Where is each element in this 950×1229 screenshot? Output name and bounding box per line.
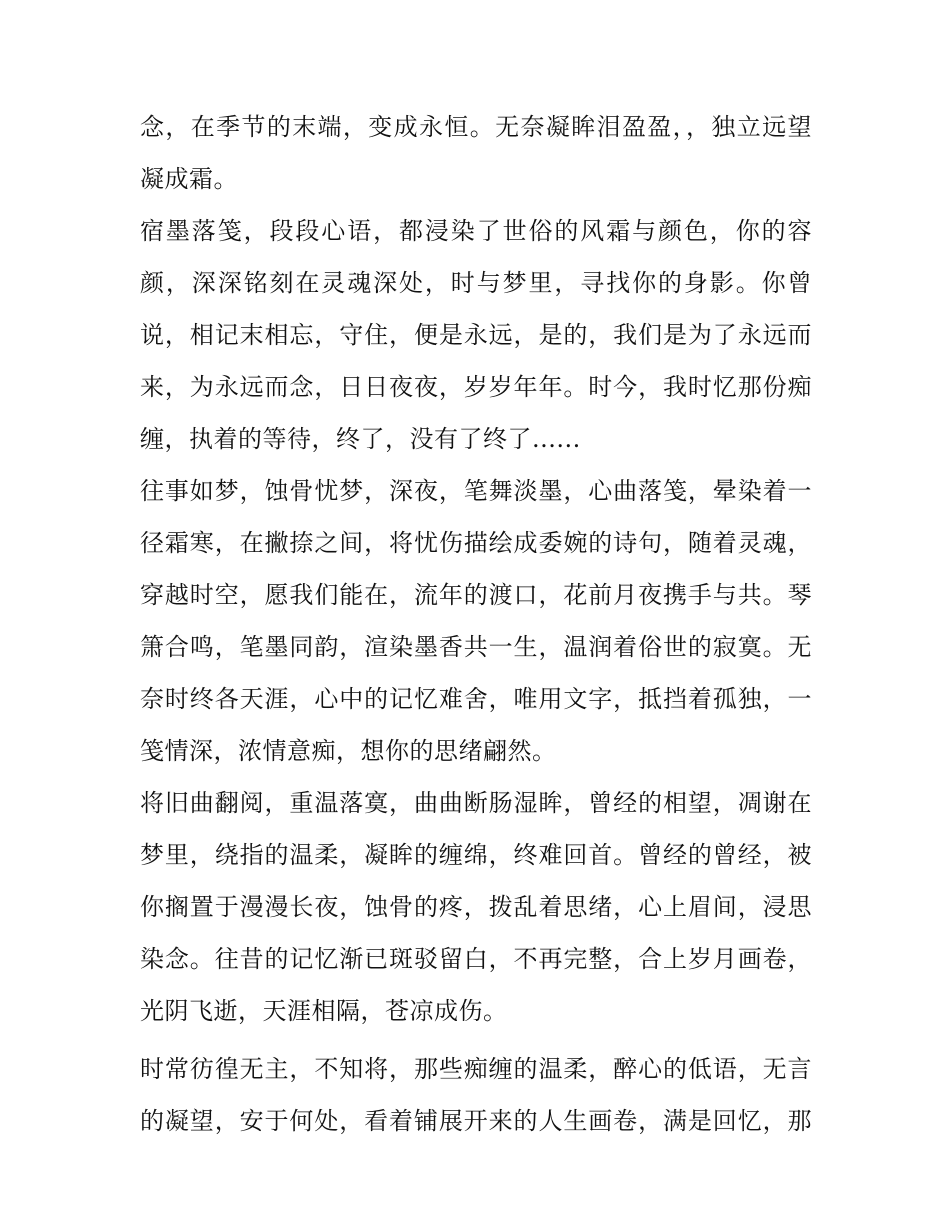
paragraph-1 (140, 101, 812, 205)
paragraph-4 (140, 777, 812, 1037)
text-line: 笺情深，浓情意痴，想你的思绪翩然。 (140, 737, 557, 765)
paragraph-5 (140, 1043, 812, 1147)
text-line: 念，在季节的末端，变成永恒。无奈凝眸泪盈盈，，独立远望 (140, 113, 812, 141)
paragraph-2 (140, 205, 812, 465)
document-body (140, 101, 812, 1147)
text-line: 奈时终各天涯，心中的记忆难舍，唯用文字，抵挡着孤独，一 (140, 685, 812, 713)
text-line: 箫合鸣，笔墨同韵，渲染墨香共一生，温润着俗世的寂寞。无 (140, 633, 812, 661)
text-line: 往事如梦，蚀骨忧梦，深夜，笔舞淡墨，心曲落笺，晕染着一 (140, 477, 812, 505)
text-line: 凝成霜。 (140, 165, 238, 193)
text-line: 缠，执着的等待，终了，没有了终了...... (140, 425, 581, 453)
text-line: 穿越时空，愿我们能在，流年的渡口，花前月夜携手与共。琴 (140, 581, 812, 609)
text-line: 说，相记末相忘，守住，便是永远，是的，我们是为了永远而 (140, 321, 812, 349)
text-line: 径霜寒，在撇捺之间，将忧伤描绘成委婉的诗句，随着灵魂， (140, 529, 812, 557)
text-line: 梦里，绕指的温柔，凝眸的缠绵，终难回首。曾经的曾经，被 (140, 841, 812, 869)
text-line: 的凝望，安于何处，看着铺展开来的人生画卷，满是回忆，那 (140, 1107, 812, 1135)
text-line: 染念。往昔的记忆渐已斑驳留白，不再完整，合上岁月画卷， (140, 945, 812, 973)
text-line: 你搁置于漫漫长夜，蚀骨的疼，拨乱着思绪，心上眉间，浸思 (140, 893, 812, 921)
text-line: 将旧曲翻阅，重温落寞，曲曲断肠湿眸，曾经的相望，凋谢在 (140, 789, 812, 817)
text-line: 光阴飞逝，天涯相隔，苍凉成伤。 (140, 997, 508, 1025)
paragraph-3 (140, 465, 812, 777)
text-line: 时常彷徨无主，不知将，那些痴缠的温柔，醉心的低语，无言 (140, 1055, 812, 1083)
text-line: 颜，深深铭刻在灵魂深处，时与梦里，寻找你的身影。你曾 (140, 269, 812, 297)
text-line: 来，为永远而念，日日夜夜，岁岁年年。时今，我时忆那份痴 (140, 373, 812, 401)
text-line: 宿墨落笺，段段心语，都浸染了世俗的风霜与颜色，你的容 (140, 217, 812, 245)
